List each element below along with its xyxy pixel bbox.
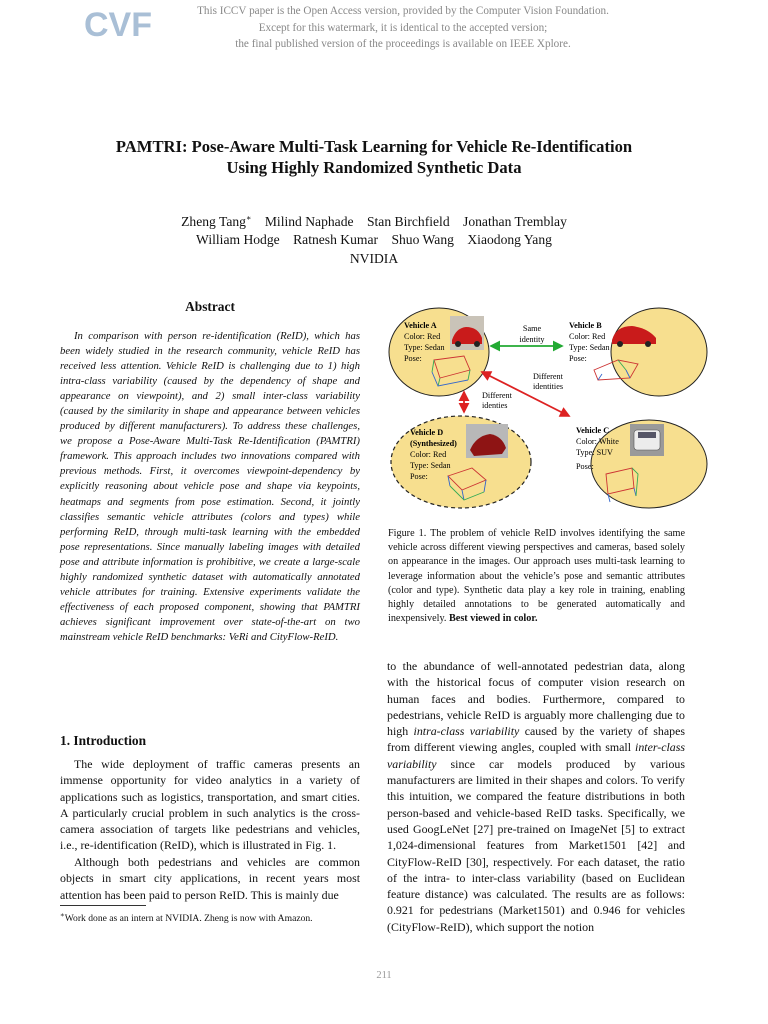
author: William Hodge — [196, 232, 280, 248]
vehicle-b-node — [569, 308, 707, 396]
paper-title — [40, 136, 708, 178]
abstract-heading: Abstract — [185, 299, 235, 314]
author: Zheng Tang∗ — [181, 213, 252, 229]
same-identity-label: identity — [519, 335, 545, 344]
affiliation: NVIDIA — [349, 250, 399, 266]
vehicle-sub: (Synthesized) — [410, 439, 457, 448]
vehicle-type: Type: SUV — [576, 448, 613, 457]
vehicle-c-node — [576, 420, 707, 508]
figure-caption: Figure 1. The problem of vehicle ReID involves identifying the same vehicle across different viewing perspectives and cameras, based solely on appearance in the images. Our approach uses multi-task learning to leverage information about the vehicle’s pose and semantic attributes (color and type). Synthetic data play a key role in training, enabling highly detailed annotations to be generated automatically and inexpensively. Best viewed in color. — [388, 528, 685, 625]
vehicle-pose: Pose: — [569, 354, 587, 363]
vehicle-type: Type: Sedan — [410, 461, 451, 470]
car-photo-icon — [466, 424, 508, 458]
car-photo-icon — [630, 424, 664, 456]
vehicle-name: Vehicle A — [404, 321, 437, 330]
vehicle-name: Vehicle C — [576, 426, 610, 435]
cvf-logo — [82, 5, 152, 44]
footnote: ∗Work done as an intern at NVIDIA. Zheng is now with Amazon. — [60, 911, 313, 925]
same-identity-label: Same — [522, 324, 542, 333]
watermark-line: This ICCV paper is the Open Access version, provided by the Computer Vision Foundation. — [197, 5, 609, 17]
watermark-line: Except for this watermark, it is identical to the accepted version; — [258, 21, 548, 34]
title-line: Using Highly Randomized Synthetic Data — [226, 158, 522, 177]
abstract-text: In comparison with person re-identification (ReID), which has been widely studied in the research community, vehicle ReID has received less attention. Vehicle ReID is challenging due to 1) high intra-class variability (caused by the dependency of shape and appearance on viewpoint), and 2) small inter-class variability (caused by the similarity in shape and appearance between vehicles produced by different manufacturers). To address these challenges, we propose a Pose-Aware Multi-Task Re-Identification (PAMTRI) framework. This approach includes two innovations compared with previous methods. First, it overcomes viewpoint-dependency by explicitly reasoning about vehicle pose and shape via keypoints, heatmaps and segments from pose estimation. Second, it jointly classifies semantic vehicle attributes (colors and types) while performing ReID, through multi-task learning with the embedded pose representations. Since manually labeling images with detailed pose and attribute information is prohibitive, we create a large-scale highly randomized synthetic dataset with automatically annotated vehicle attributes for training. Extensive experiments validate the effectiveness of each proposed component, showing that PAMTRI achieves significant improvement over state-of-the-art on two mainstream vehicle ReID benchmarks: VeRi and CityFlow-ReID. — [60, 330, 360, 643]
vehicle-d-node — [391, 416, 531, 508]
vehicle-name: Vehicle B — [569, 321, 602, 330]
author: Stan Birchfield — [366, 213, 450, 229]
author-line — [40, 209, 708, 231]
vehicle-a-node — [389, 308, 489, 396]
author: Xiaodong Yang — [467, 232, 552, 248]
footnote-rule — [60, 905, 146, 906]
watermark-line: the final published version of the proceedings is available on IEEE Xplore. — [235, 38, 571, 50]
author: Milind Naphade — [264, 213, 354, 229]
vehicle-pose: Pose: — [404, 354, 422, 363]
vehicle-color: Color: Red — [404, 332, 441, 341]
paragraph: to the abundance of well-annotated pedestrian data, along with the historical focus of computer vision research on human faces and bodies. Furthermore, compared to pedestrians, vehicle ReID is arguably more challenging due to high intra-class variability caused by the variety of shapes from different viewing angles, coupled with small inter-class variability since car models produced by various manufacturers are limited in their shapes and colors. To verify this intuition, we compared the feature distributions in both person-based and vehicle-based ReID tasks. Specifically, we used GoogLeNet [27] pre-trained on ImageNet [5] to extract 1,024-dimensional features from Market1501 [42] and CityFlow-ReID [30], respectively. For each dataset, the ratio of the intra- to inter-class variability (based on Euclidean feature distance) was calculated. The results are as follows: 0.921 for pedestrians (Market1501) and 0.946 for vehicles (CityFlow-ReID), which support the notion — [387, 659, 685, 934]
author-line — [40, 231, 708, 250]
different-identities-label: identies — [482, 401, 508, 410]
different-identities-label: identities — [533, 382, 564, 391]
author: Ratnesh Kumar — [293, 232, 379, 248]
author-block — [40, 209, 708, 268]
different-identities-label: Different — [482, 391, 512, 400]
paragraph: The wide deployment of traffic cameras presents an immense opportunity for video analytics in a variety of applications such as logistics, transportation, and smart cities. A particularly crucial problem in such analytics is the cross-camera association of targets like pedestrians and vehicles, i.e., re-identification (ReID), which is illustrated in Fig. 1. — [60, 757, 360, 853]
vehicle-type: Type: Sedan — [404, 343, 445, 352]
car-photo-icon — [450, 316, 484, 350]
vehicle-color: Color: White — [576, 437, 619, 446]
vehicle-pose: Pose: — [410, 472, 428, 481]
cvf-logo-text: CVF — [84, 6, 152, 44]
page-number: 211 — [376, 970, 392, 981]
different-identities-label: Different — [533, 372, 563, 381]
title-line: PAMTRI: Pose-Aware Multi-Task Learning for Vehicle Re-Identification — [115, 137, 633, 156]
author: Shuo Wang — [391, 232, 454, 248]
vehicle-color: Color: Red — [569, 332, 606, 341]
section-heading: 1. Introduction — [60, 733, 147, 748]
vehicle-color: Color: Red — [410, 450, 447, 459]
vehicle-type: Type: Sedan — [569, 343, 610, 352]
figure-vehicle-reid — [386, 298, 708, 520]
author: Jonathan Tremblay — [463, 213, 567, 229]
vehicle-name: Vehicle D — [410, 428, 444, 437]
paragraph: Although both pedestrians and vehicles are common objects in smart city applications, in recent years most attention has been paid to person ReID. This is mainly due — [60, 855, 360, 902]
watermark — [140, 3, 666, 53]
vehicle-pose: Pose: — [576, 462, 594, 471]
